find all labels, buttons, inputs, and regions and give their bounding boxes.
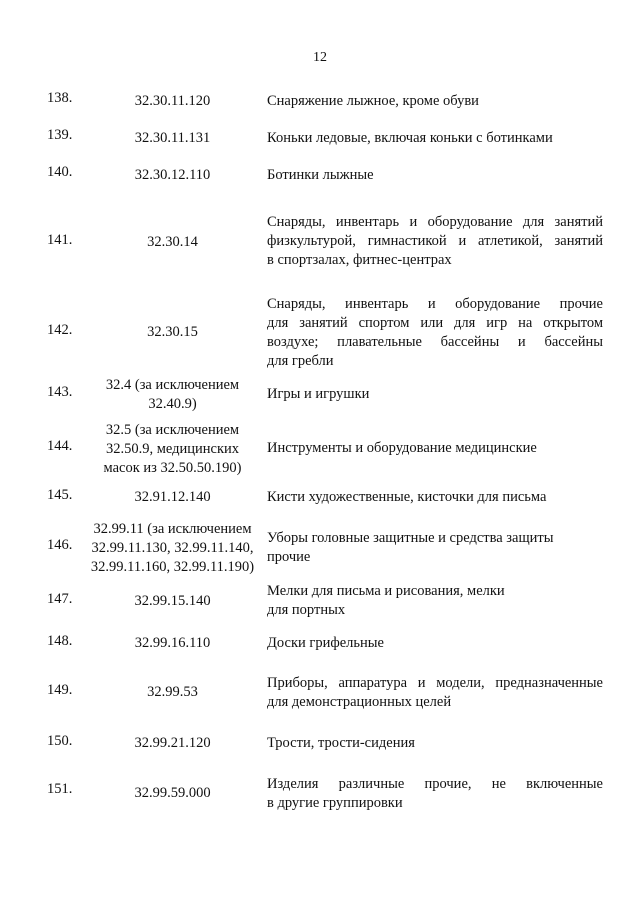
item-description: Кисти художественные, кисточки для письма xyxy=(267,489,547,505)
item-description: Снаряды, инвентарь и оборудование для занятий физкультурой, гимнастикой и атлетикой, занятий в спортзалах, фитнес-центрах xyxy=(267,214,603,268)
item-description: Уборы головные защитные и средства защиты прочие xyxy=(267,530,554,565)
okpd-code: 32.30.15 xyxy=(147,324,198,340)
row-number: 144. xyxy=(47,438,73,454)
row-number: 146. xyxy=(47,537,73,553)
item-description: Снаряжение лыжное, кроме обуви xyxy=(267,93,479,109)
item-description: Трости, трости-сидения xyxy=(267,735,415,751)
okpd-code: 32.30.11.120 xyxy=(134,93,211,109)
item-description: Коньки ледовые, включая коньки с ботинками xyxy=(267,130,553,146)
row-number: 145. xyxy=(47,487,73,503)
okpd-code: 32.99.15.140 xyxy=(134,593,211,609)
okpd-code: 32.99.16.110 xyxy=(134,635,211,651)
page-number: 12 xyxy=(313,50,327,65)
okpd-code: 32.99.59.000 xyxy=(134,785,211,801)
row-number: 142. xyxy=(47,322,73,338)
okpd-code: 32.5 (за исключением 32.50.9, медицинских масок из 32.50.50.190) xyxy=(103,422,242,476)
item-description: Игры и игрушки xyxy=(267,386,370,402)
item-description: Мелки для письма и рисования, мелки для портных xyxy=(267,583,505,618)
item-description: Изделия различные прочие, не включенные в другие группировки xyxy=(267,776,603,811)
item-description: Снаряды, инвентарь и оборудование прочие для занятий спортом или для игр на открытом воздухе; плавательные бассейны и бассейны для гребли xyxy=(267,296,603,369)
row-number: 151. xyxy=(47,781,73,797)
okpd-code: 32.30.12.110 xyxy=(134,167,211,183)
row-number: 147. xyxy=(47,591,73,607)
okpd-code: 32.99.11 (за исключением 32.99.11.130, 32.99.11.140, 32.99.11.160, 32.99.11.190) xyxy=(90,521,255,575)
row-number: 140. xyxy=(47,164,73,180)
row-number: 141. xyxy=(47,232,73,248)
row-number: 150. xyxy=(47,733,73,749)
item-description: Доски грифельные xyxy=(267,635,384,651)
row-number: 143. xyxy=(47,384,73,400)
okpd-code: 32.91.12.140 xyxy=(134,489,211,505)
okpd-code: 32.99.53 xyxy=(147,684,198,700)
row-number: 139. xyxy=(47,127,73,143)
okpd-code: 32.99.21.120 xyxy=(134,735,211,751)
okpd-code: 32.30.14 xyxy=(147,234,198,250)
okpd-code: 32.30.11.131 xyxy=(134,130,211,146)
row-number: 148. xyxy=(47,633,73,649)
item-description: Ботинки лыжные xyxy=(267,167,374,183)
item-description: Приборы, аппаратура и модели, предназначенные для демонстрационных целей xyxy=(267,675,603,710)
item-description: Инструменты и оборудование медицинские xyxy=(267,440,537,456)
row-number: 149. xyxy=(47,682,73,698)
row-number: 138. xyxy=(47,90,73,106)
okpd-code: 32.4 (за исключением 32.40.9) xyxy=(105,377,240,412)
